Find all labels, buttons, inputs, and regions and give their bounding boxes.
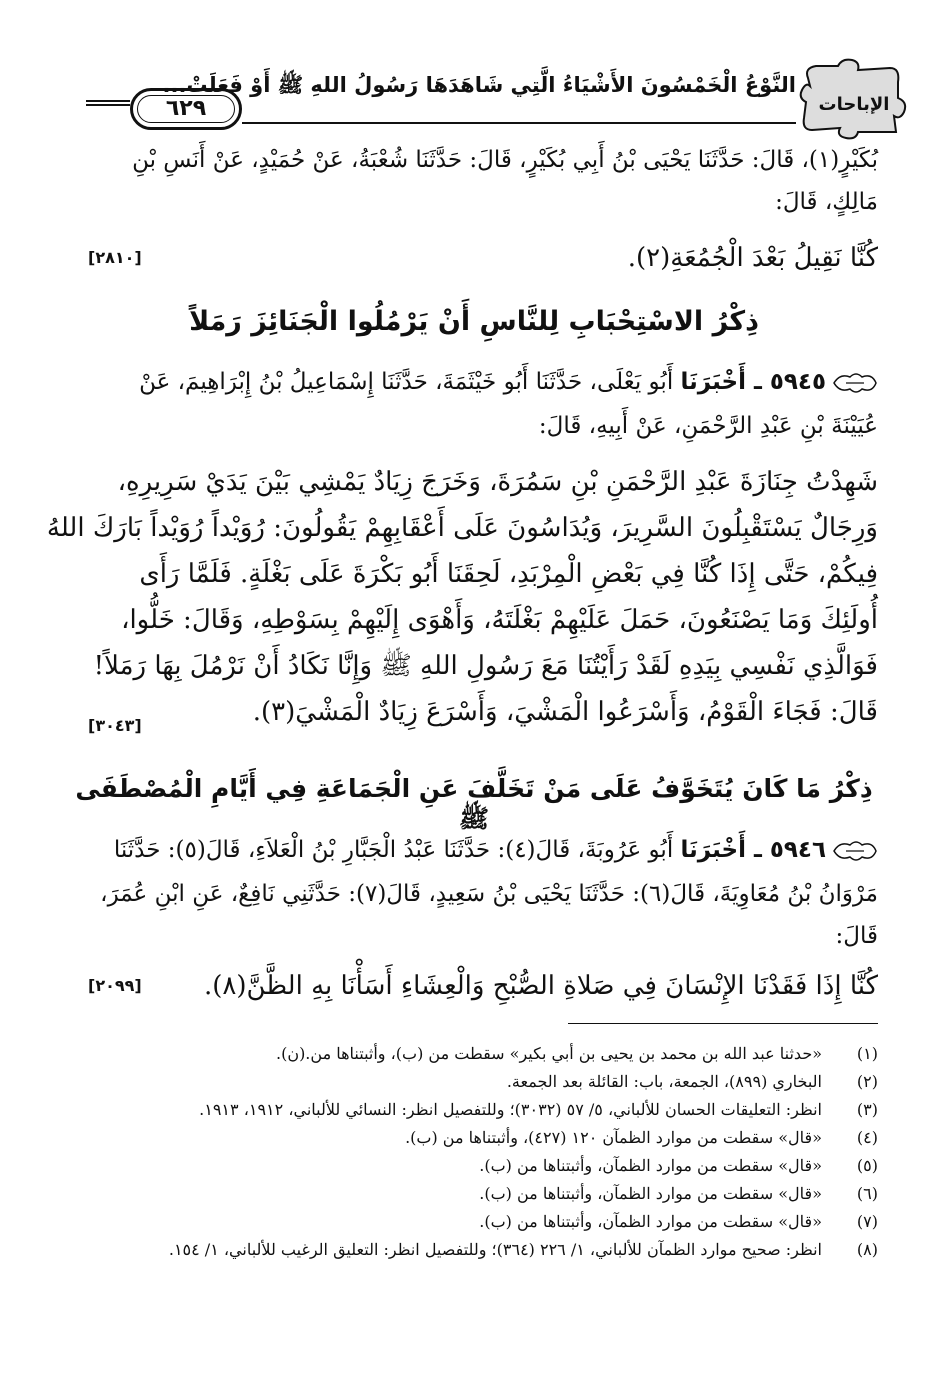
footnote-text: البخاري (٨٩٩)، الجمعة، باب: القائلة بعد الجمعة. <box>506 1072 822 1091</box>
footnote-item <box>63 1208 878 1236</box>
footnote-text: «حدثنا عبد الله بن محمد بن يحيى بن أبي بكير» سقطت من (ب)، وأثبتناها من.(ن). <box>275 1044 822 1063</box>
isnad-text: أَبُو يَعْلَى، حَدَّثَنَا أَبُو خَيْثَمَةَ، حَدَّثَنَا إِسْمَاعِيلُ بْنُ إِبْرَاهِيمَ، عَنْ <box>139 369 674 395</box>
hadith-reference: [٢٨١٠] <box>88 248 142 267</box>
footnote-item <box>63 1068 878 1096</box>
isnad-line: قَالَ: <box>835 923 878 949</box>
footnote-number: (٥) <box>856 1156 878 1175</box>
hadith-isnad-line <box>68 830 878 870</box>
footnote-text: انظر: التعليقات الحسان للألباني، ٥/ ٥٧ (٣٠٣٢)؛ وللتفصيل انظر: النسائي للألباني، ١٩١٢، ١٩١٣. <box>199 1100 822 1119</box>
footnote-number: (٢) <box>856 1072 878 1091</box>
puzzle-piece-logo <box>798 58 908 138</box>
section-heading: ذِكْرُ مَا كَانَ يُتَخَوَّفُ عَلَى مَنْ تَخَلَّفَ عَنِ الْجَمَاعَةِ فِي أَيَّامِ الْمُصْطَفَى ﷺ <box>75 774 873 833</box>
matn-line: فَوَالَّذِي نَفْسِي بِيَدِهِ لَقَدْ رَأَيْتُنَا مَعَ رَسُولِ اللهِ ﷺ وَإِنَّا نَكَادُ أَنْ نَرْمُلَ بِهَا رَمَلاً! <box>93 651 878 681</box>
footnote-text: «قال» سقطت من موارد الظمآن، وأثبتناها من (ب). <box>479 1156 822 1175</box>
footnote-number: (١) <box>856 1044 878 1063</box>
hadith-reference: [٣٠٤٣] <box>88 716 142 735</box>
footnote-item <box>63 1040 878 1068</box>
header-rule-right <box>242 122 796 124</box>
footnote-text: «قال» سقطت من موارد الظمآن، وأثبتناها من (ب). <box>479 1184 822 1203</box>
footnote-item <box>63 1124 878 1152</box>
footnote-text: «قال» سقطت من موارد الظمآن ١٢٠ (٤٢٧)، وأثبتناها من (ب). <box>405 1128 822 1147</box>
isnad-line: بُكَيْرٍ(١)، قَالَ: حَدَّثَنَا يَحْيَى بْنُ أَبِي بُكَيْرٍ، قَالَ: حَدَّثَنَا شُعْبَةُ، عَنْ حُمَيْدٍ، عَنْ أَنَسِ بْنِ <box>132 147 878 173</box>
footnote-number: (٨) <box>856 1240 878 1259</box>
footnote-item <box>63 1236 878 1264</box>
footnote-number: (٣) <box>856 1100 878 1119</box>
page-number: ٦٢٩ <box>165 96 207 121</box>
matn-line: شَهِدْتُ جِنَازَةَ عَبْدِ الرَّحْمَنِ بْنِ سَمُرَةَ، وَخَرَجَ زِيَادٌ يَمْشِي بَيْنَ يَدَيْ سَرِيرِهِ، <box>117 467 878 497</box>
hadith-reference: [٢٠٩٩] <box>88 976 142 995</box>
footnote-separator <box>568 1023 878 1024</box>
page-number-box <box>130 88 242 130</box>
hadith-ornament-icon <box>832 839 878 863</box>
footnote-text: انظر: صحيح موارد الظمآن للألباني، ١/ ٢٢٦ (٣٦٤)؛ وللتفصيل انظر: التعليق الرغيب للألباني، ١/ ١٥٤. <box>168 1240 822 1259</box>
hadith-matn: كُنَّا إِذَا فَقَدْنَا الإِنْسَانَ فِي صَلاةِ الصُّبْحِ وَالْعِشَاءِ أَسَأْنَا بِهِ الظَّنَّ(٨). <box>204 971 878 1001</box>
hadith-matn: كُنَّا نَقِيلُ بَعْدَ الْجُمُعَةِ(٢). <box>627 243 878 273</box>
isnad-line: عُيَيْنَةَ بْنِ عَبْدِ الرَّحْمَنِ، عَنْ أَبِيهِ، قَالَ: <box>538 413 878 439</box>
running-title: النَّوْعُ الْخَمْسُونَ الأَشْيَاءُ الَّتِي شَاهَدَهَا رَسُولُ اللهِ ﷺ أَوْ فَعَلَتْ... <box>162 73 796 97</box>
matn-line: أُولَئِكَ وَمَا يَصْنَعُونَ، حَمَلَ عَلَيْهِمْ بَغْلَتَهُ، وَأَهْوَى إِلَيْهِمْ بِسَوْطِهِ، وَقَالَ: خَلُّوا، <box>121 605 878 635</box>
footnotes <box>63 1040 878 1264</box>
page-header <box>86 52 916 140</box>
isnad-line: مَرْوَانُ بْنُ مُعَاوِيَةَ، قَالَ(٦): حَدَّثَنَا يَحْيَى بْنُ سَعِيدٍ، قَالَ(٧): حَدَّثَنِي نَافِعٌ، عَنِ ابْنِ عُمَرَ، <box>100 881 878 907</box>
footnote-number: (٦) <box>856 1184 878 1203</box>
header-rule-left <box>86 100 130 106</box>
hadith-number: ٥٩٤٦ ـ أَخْبَرَنَا <box>680 837 826 863</box>
isnad-text: أَبُو عَرُوبَةَ، قَالَ(٤): حَدَّثَنَا عَبْدُ الْجَبَّارِ بْنُ الْعَلاَءِ، قَالَ(٥): حَدَّثَنَا <box>113 837 674 863</box>
matn-line: وَرِجَالٌ يَسْتَقْبِلُونَ السَّرِيرَ، وَيُدَاسُونَ عَلَى أَعْقَابِهِمْ يَقُولُونَ: رُوَيْداً رُوَيْداً بَارَكَ اللهُ <box>46 513 878 543</box>
hadith-number: ٥٩٤٥ ـ أَخْبَرَنَا <box>680 369 826 395</box>
footnote-number: (٧) <box>856 1212 878 1231</box>
matn-line: قَالَ: فَجَاءَ الْقَوْمُ، وَأَسْرَعُوا الْمَشْيَ، وَأَسْرَعَ زِيَادٌ الْمَشْيَ(٣). <box>252 697 878 727</box>
footnote-number: (٤) <box>856 1128 878 1147</box>
footnote-item <box>63 1180 878 1208</box>
hadith-isnad-line <box>68 362 878 402</box>
isnad-line: مَالِكٍ، قَالَ: <box>775 189 878 215</box>
section-heading: ذِكْرُ الاسْتِحْبَابِ لِلنَّاسِ أَنْ يَرْمُلُوا الْجَنَائِزَ رَمَلاً <box>189 306 759 337</box>
footnote-item <box>63 1096 878 1124</box>
logo-text: الإباحات <box>818 94 890 115</box>
footnote-item <box>63 1152 878 1180</box>
matn-line: فِيكُمْ، حَتَّى إِذَا كُنَّا فِي بَعْضِ الْمِرْبَدِ، لَحِقَنَا أَبُو بَكْرَةَ عَلَى بَغْلَةٍ. فَلَمَّا رَأَى <box>139 559 878 589</box>
footnote-text: «قال» سقطت من موارد الظمآن، وأثبتناها من (ب). <box>479 1212 822 1231</box>
hadith-ornament-icon <box>832 371 878 395</box>
